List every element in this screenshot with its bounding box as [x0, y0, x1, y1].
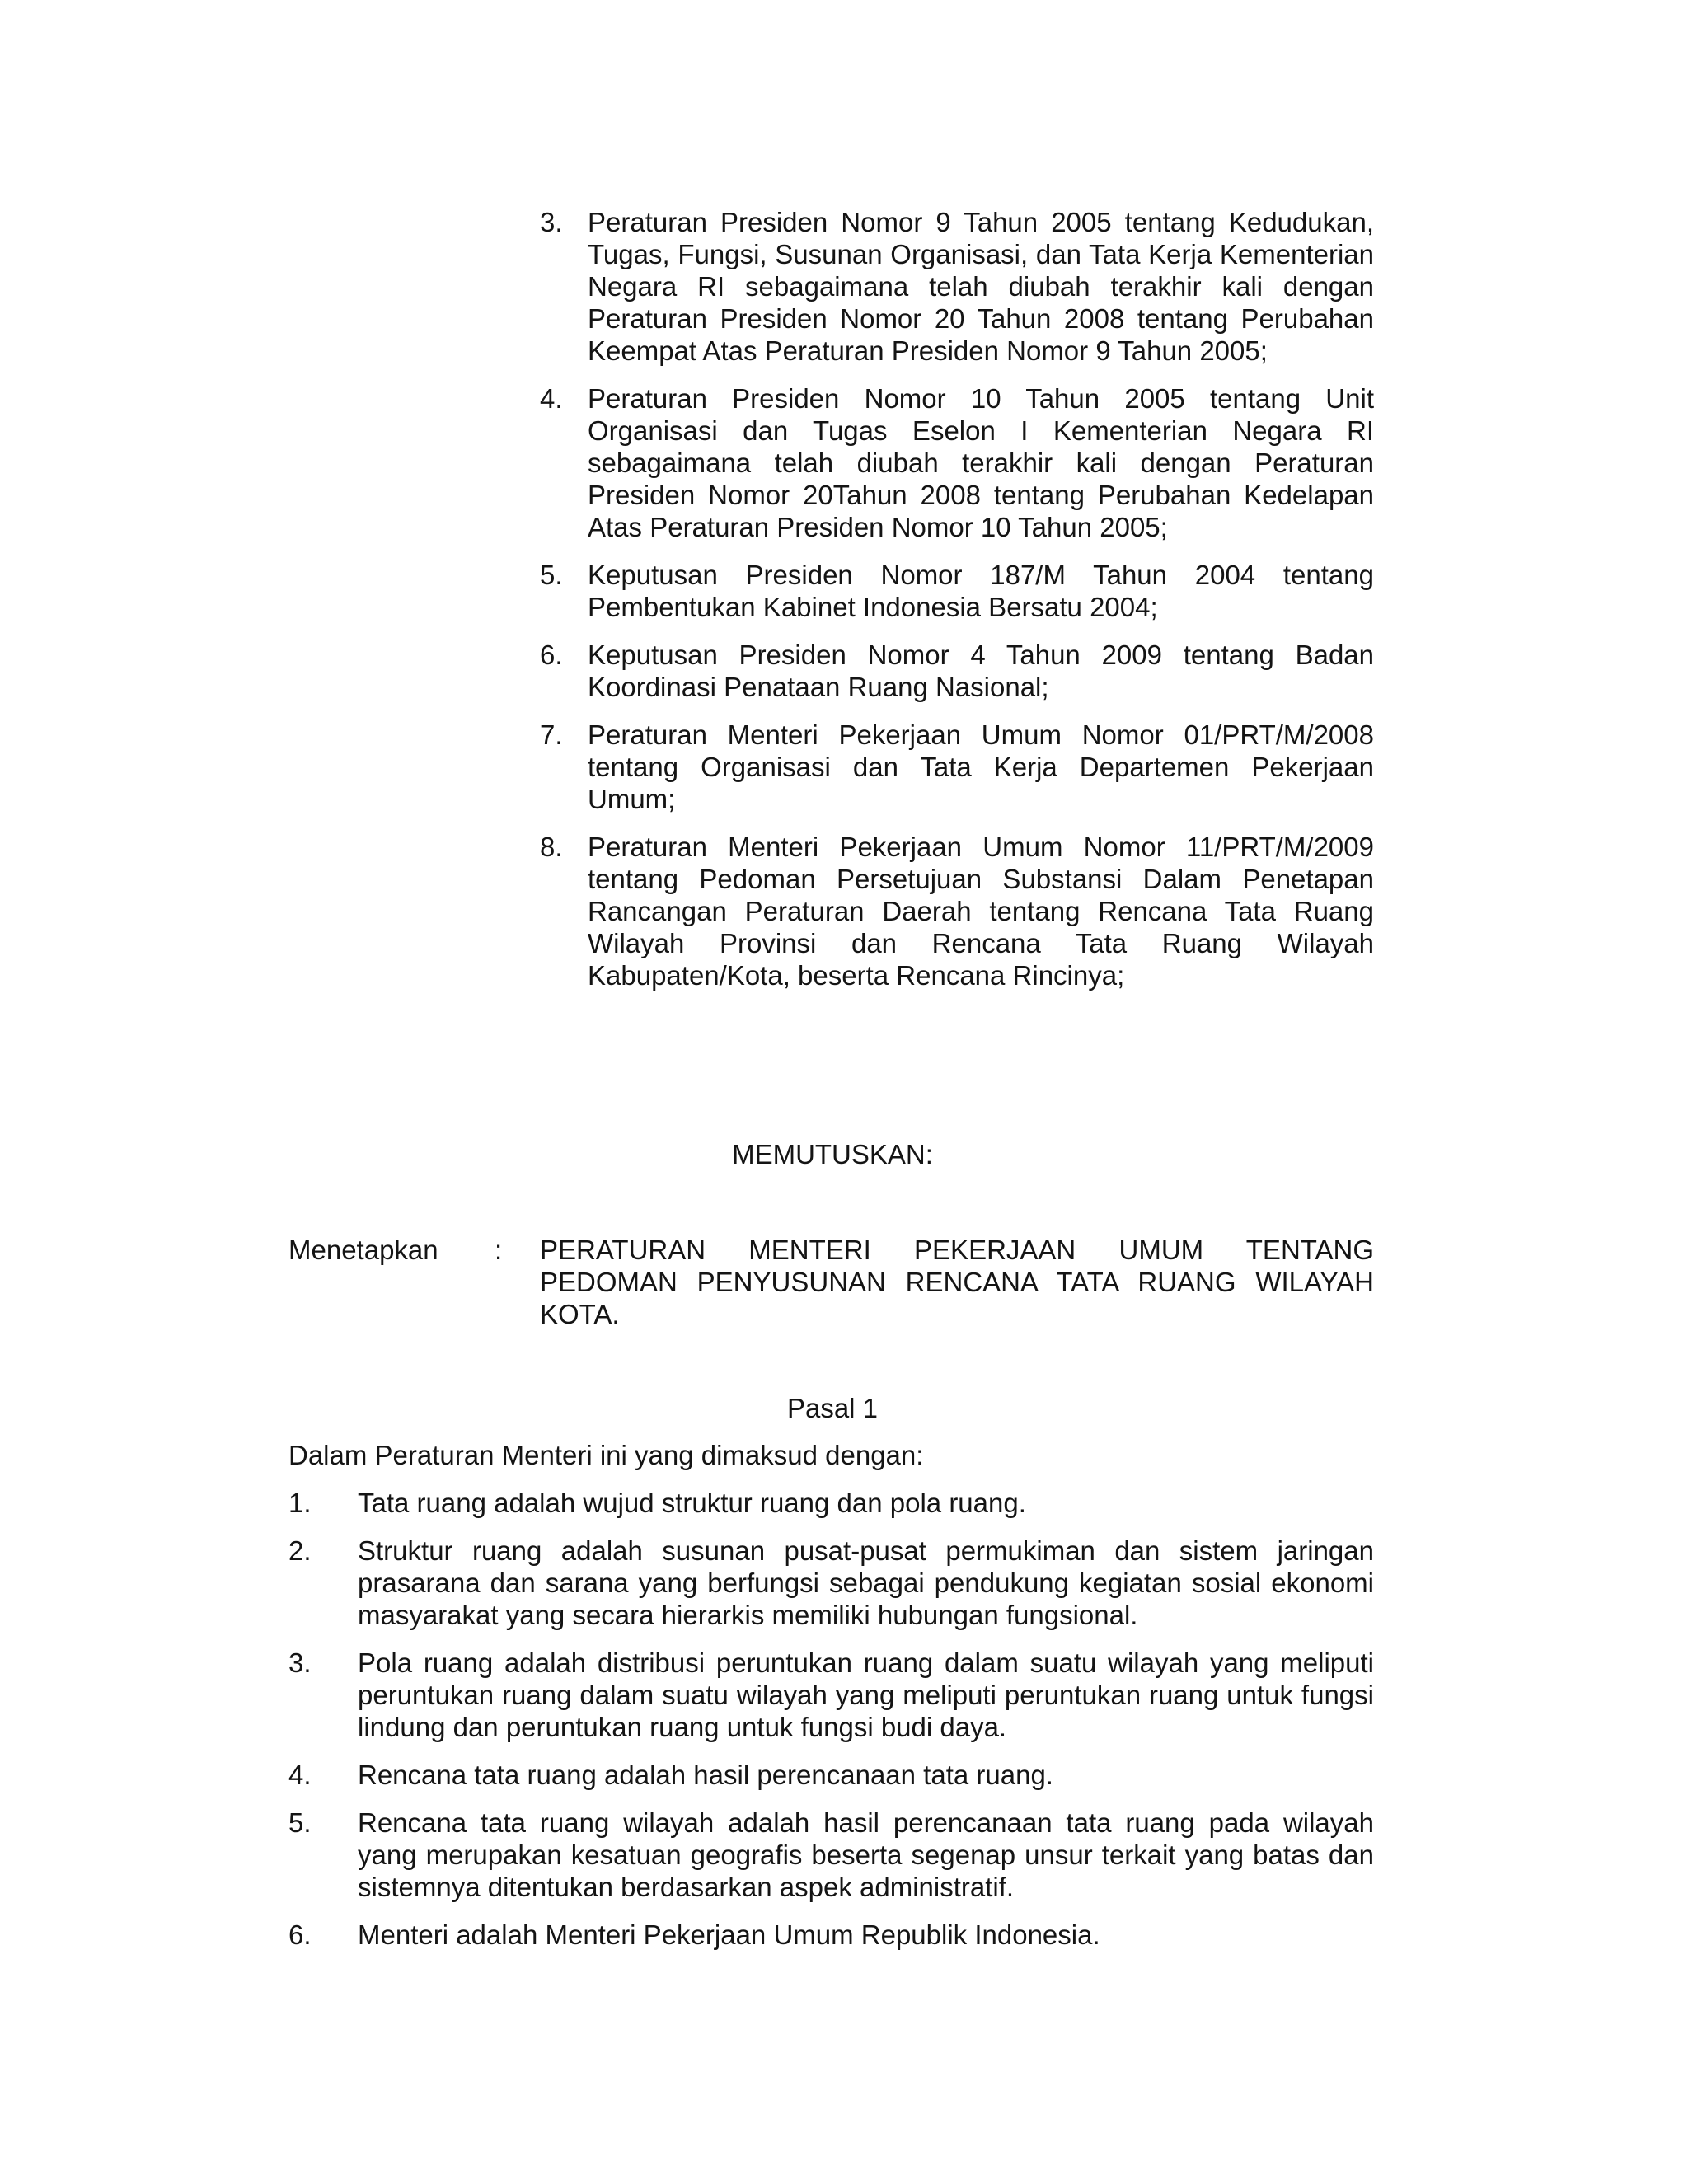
list-item — [288, 1807, 1374, 1903]
list-item — [288, 1919, 1374, 1951]
list-item — [540, 639, 1374, 703]
list-item-number: 4. — [288, 1760, 312, 1790]
list-item-number: 3. — [540, 207, 563, 237]
list-item-text: Rencana tata ruang wilayah adalah hasil perencanaan tata ruang pada wilayah yang merupakan kesatuan geografis beserta segenap unsur terkait yang batas dan sistemnya ditentukan berdasarkan aspek administratif. — [358, 1807, 1374, 1902]
list-item-number: 8. — [540, 832, 563, 862]
decision-statement — [288, 1234, 1374, 1330]
list-item-number: 6. — [540, 640, 563, 670]
article-heading: Pasal 1 — [786, 1393, 879, 1423]
list-item — [540, 559, 1374, 623]
definitions-list — [288, 1487, 1374, 1966]
considerations-list — [540, 206, 1374, 1007]
list-item-text: Peraturan Presiden Nomor 10 Tahun 2005 tentang Unit Organisasi dan Tugas Eselon I Kementerian Negara RI sebagaimana telah diubah terakhir kali dengan Peraturan Presiden Nomor 20Tahun 2008 tentang Perubahan Kedelapan Atas Peraturan Presiden Nomor 10 Tahun 2005; — [588, 383, 1374, 542]
list-item-text: Pola ruang adalah distribusi peruntukan ruang dalam suatu wilayah yang meliputi peruntukan ruang dalam suatu wilayah yang meliputi peruntukan ruang untuk fungsi lindung dan peruntukan ruang untuk fungsi budi daya. — [358, 1647, 1374, 1742]
list-item-text: Keputusan Presiden Nomor 4 Tahun 2009 tentang Badan Koordinasi Penataan Ruang Nasional; — [588, 640, 1374, 702]
list-item-text: Peraturan Menteri Pekerjaan Umum Nomor 11/PRT/M/2009 tentang Pedoman Persetujuan Substansi Dalam Penetapan Rancangan Peraturan Daerah tentang Rencana Tata Ruang Wilayah Provinsi dan Rencana Tata Ruang Wilayah Kabupaten/Kota, beserta Rencana Rincinya; — [588, 832, 1374, 991]
list-item-number: 7. — [540, 719, 563, 750]
article-intro: Dalam Peraturan Menteri ini yang dimaksud dengan: — [288, 1440, 924, 1470]
list-item — [288, 1535, 1374, 1631]
list-item-number: 1. — [288, 1488, 312, 1518]
list-item-number: 5. — [540, 560, 563, 590]
list-item-text: Menteri adalah Menteri Pekerjaan Umum Republik Indonesia. — [358, 1919, 1100, 1950]
list-item-number: 5. — [288, 1807, 312, 1838]
decision-heading: MEMUTUSKAN: — [732, 1139, 933, 1169]
list-item-number: 6. — [288, 1919, 312, 1950]
list-item-text: Peraturan Menteri Pekerjaan Umum Nomor 01/PRT/M/2008 tentang Organisasi dan Tata Kerja Departemen Pekerjaan Umum; — [588, 719, 1374, 814]
decision-label: Menetapkan — [288, 1235, 438, 1265]
list-item — [540, 831, 1374, 991]
list-item-text: Struktur ruang adalah susunan pusat-pusat permukiman dan sistem jaringan prasarana dan sarana yang berfungsi sebagai pendukung kegiatan sosial ekonomi masyarakat yang secara hierarkis memiliki hubungan fungsional. — [358, 1535, 1374, 1630]
list-item — [288, 1759, 1374, 1791]
list-item-number: 2. — [288, 1535, 312, 1566]
decision-colon: : — [495, 1235, 503, 1265]
list-item-text: Keputusan Presiden Nomor 187/M Tahun 2004 tentang Pembentukan Kabinet Indonesia Bersatu 2004; — [588, 560, 1374, 622]
list-item — [540, 719, 1374, 815]
list-item-number: 4. — [540, 383, 563, 414]
list-item — [540, 382, 1374, 543]
list-item-text: Tata ruang adalah wujud struktur ruang dan pola ruang. — [358, 1488, 1026, 1518]
list-item-text: Rencana tata ruang adalah hasil perencanaan tata ruang. — [358, 1760, 1053, 1790]
list-item-number: 3. — [288, 1647, 312, 1678]
list-item — [288, 1487, 1374, 1519]
list-item — [288, 1647, 1374, 1743]
list-item — [540, 206, 1374, 367]
decision-text: PERATURAN MENTERI PEKERJAAN UMUM TENTANG PEDOMAN PENYUSUNAN RENCANA TATA RUANG WILAYAH KOTA. — [540, 1235, 1374, 1329]
list-item-text: Peraturan Presiden Nomor 9 Tahun 2005 tentang Kedudukan, Tugas, Fungsi, Susunan Organisasi, dan Tata Kerja Kementerian Negara RI sebagaimana telah diubah terakhir kali dengan Peraturan Presiden Nomor 20 Tahun 2008 tentang Perubahan Keempat Atas Peraturan Presiden Nomor 9 Tahun 2005; — [588, 207, 1374, 366]
